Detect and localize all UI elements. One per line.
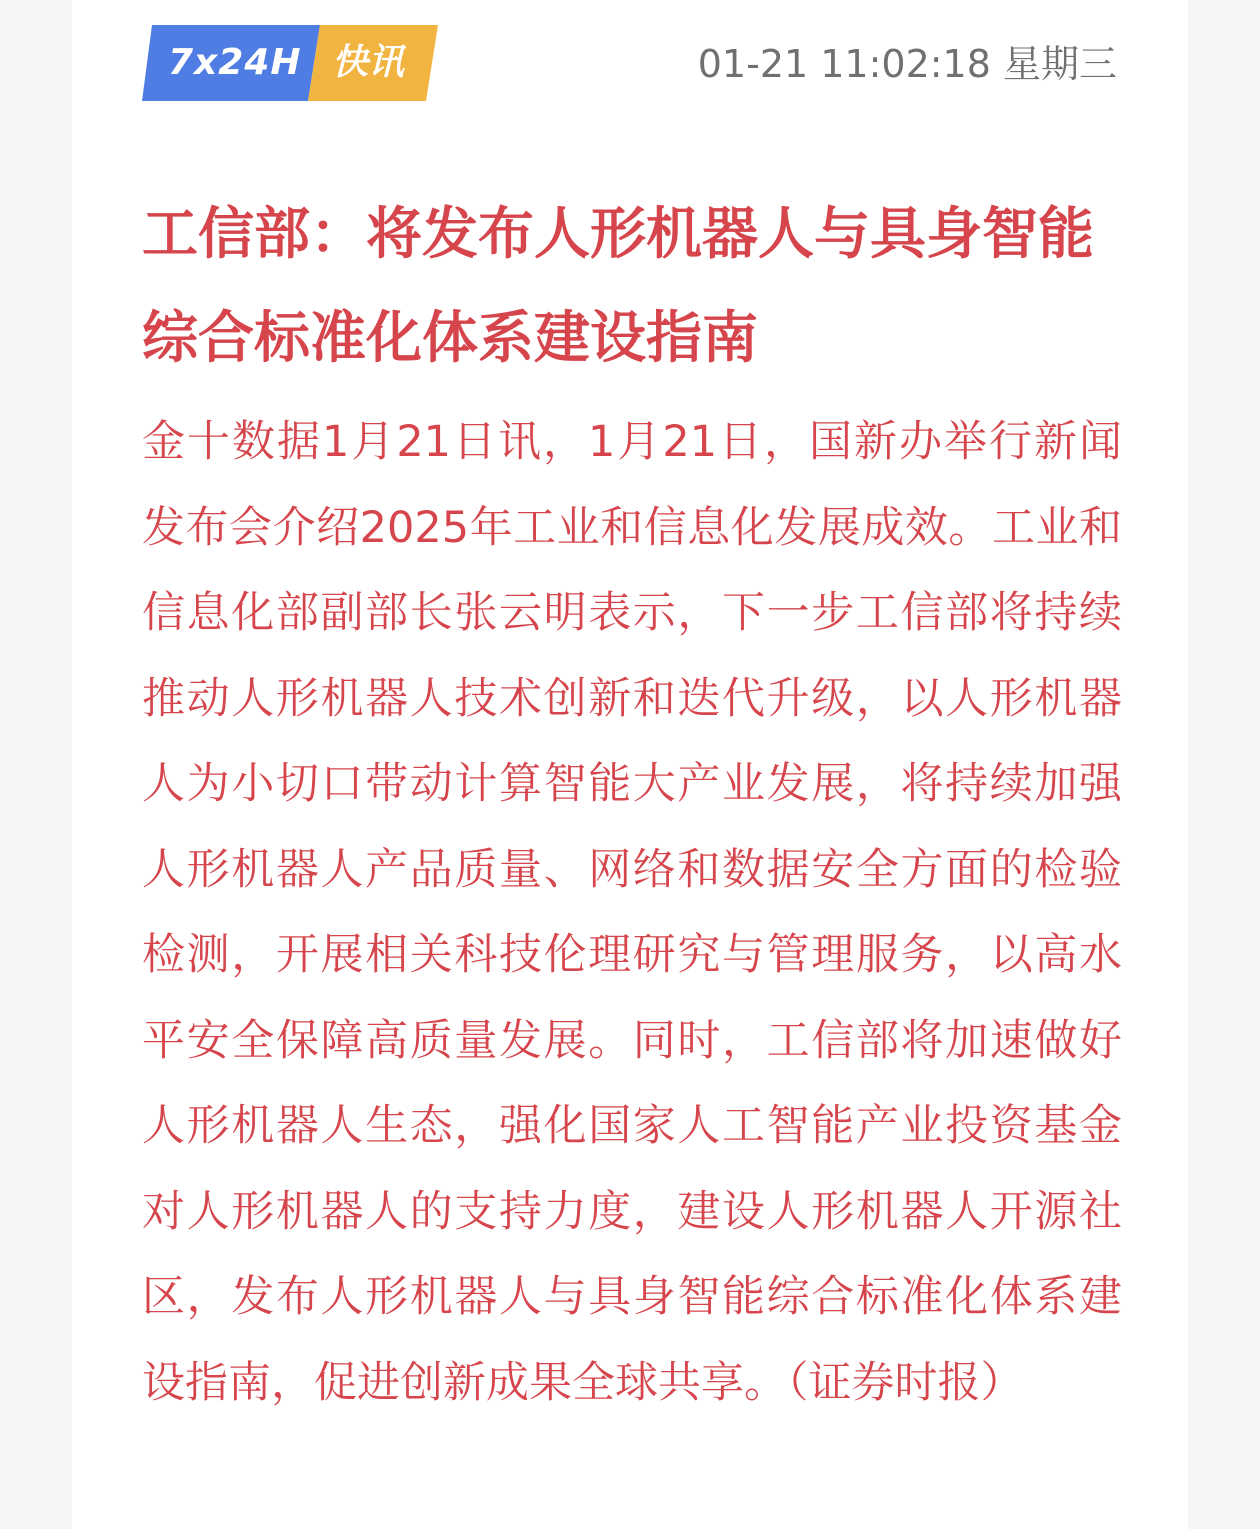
flash-news-badge bbox=[142, 25, 438, 101]
badge-primary-label: 7x24H bbox=[168, 42, 302, 83]
publish-timestamp: 01-21 11:02:18 星期三 bbox=[697, 42, 1117, 86]
badge-secondary-label: 快讯 bbox=[332, 42, 405, 83]
article-title: 工信部：将发布人形机器人与具身智能综合标准化体系建设指南 bbox=[142, 201, 1094, 371]
article-body: 金十数据1月21日讯，1月21日，国新办举行新闻发布会介绍2025年工业和信息化发展成效。工业和信息化部副部长张云明表示，下一步工信部将持续推动人形机器人技术创新和迭代升级，以人形机器人为小切口带动计算智能大产业发展，将持续加强人形机器人产品质量、网络和数据安全方面的检验检测，开展相关科技伦理研究与管理服务，以高水平安全保障高质量发展。同时，工信部将加速做好人形机器人生态，强化国家人工智能产业投资基金对人形机器人的支持力度，建设人形机器人开源社区，发布人形机器人与具身智能综合标准化体系建设指南，促进创新成果全球共享。（证券时报） bbox=[142, 417, 1122, 1408]
